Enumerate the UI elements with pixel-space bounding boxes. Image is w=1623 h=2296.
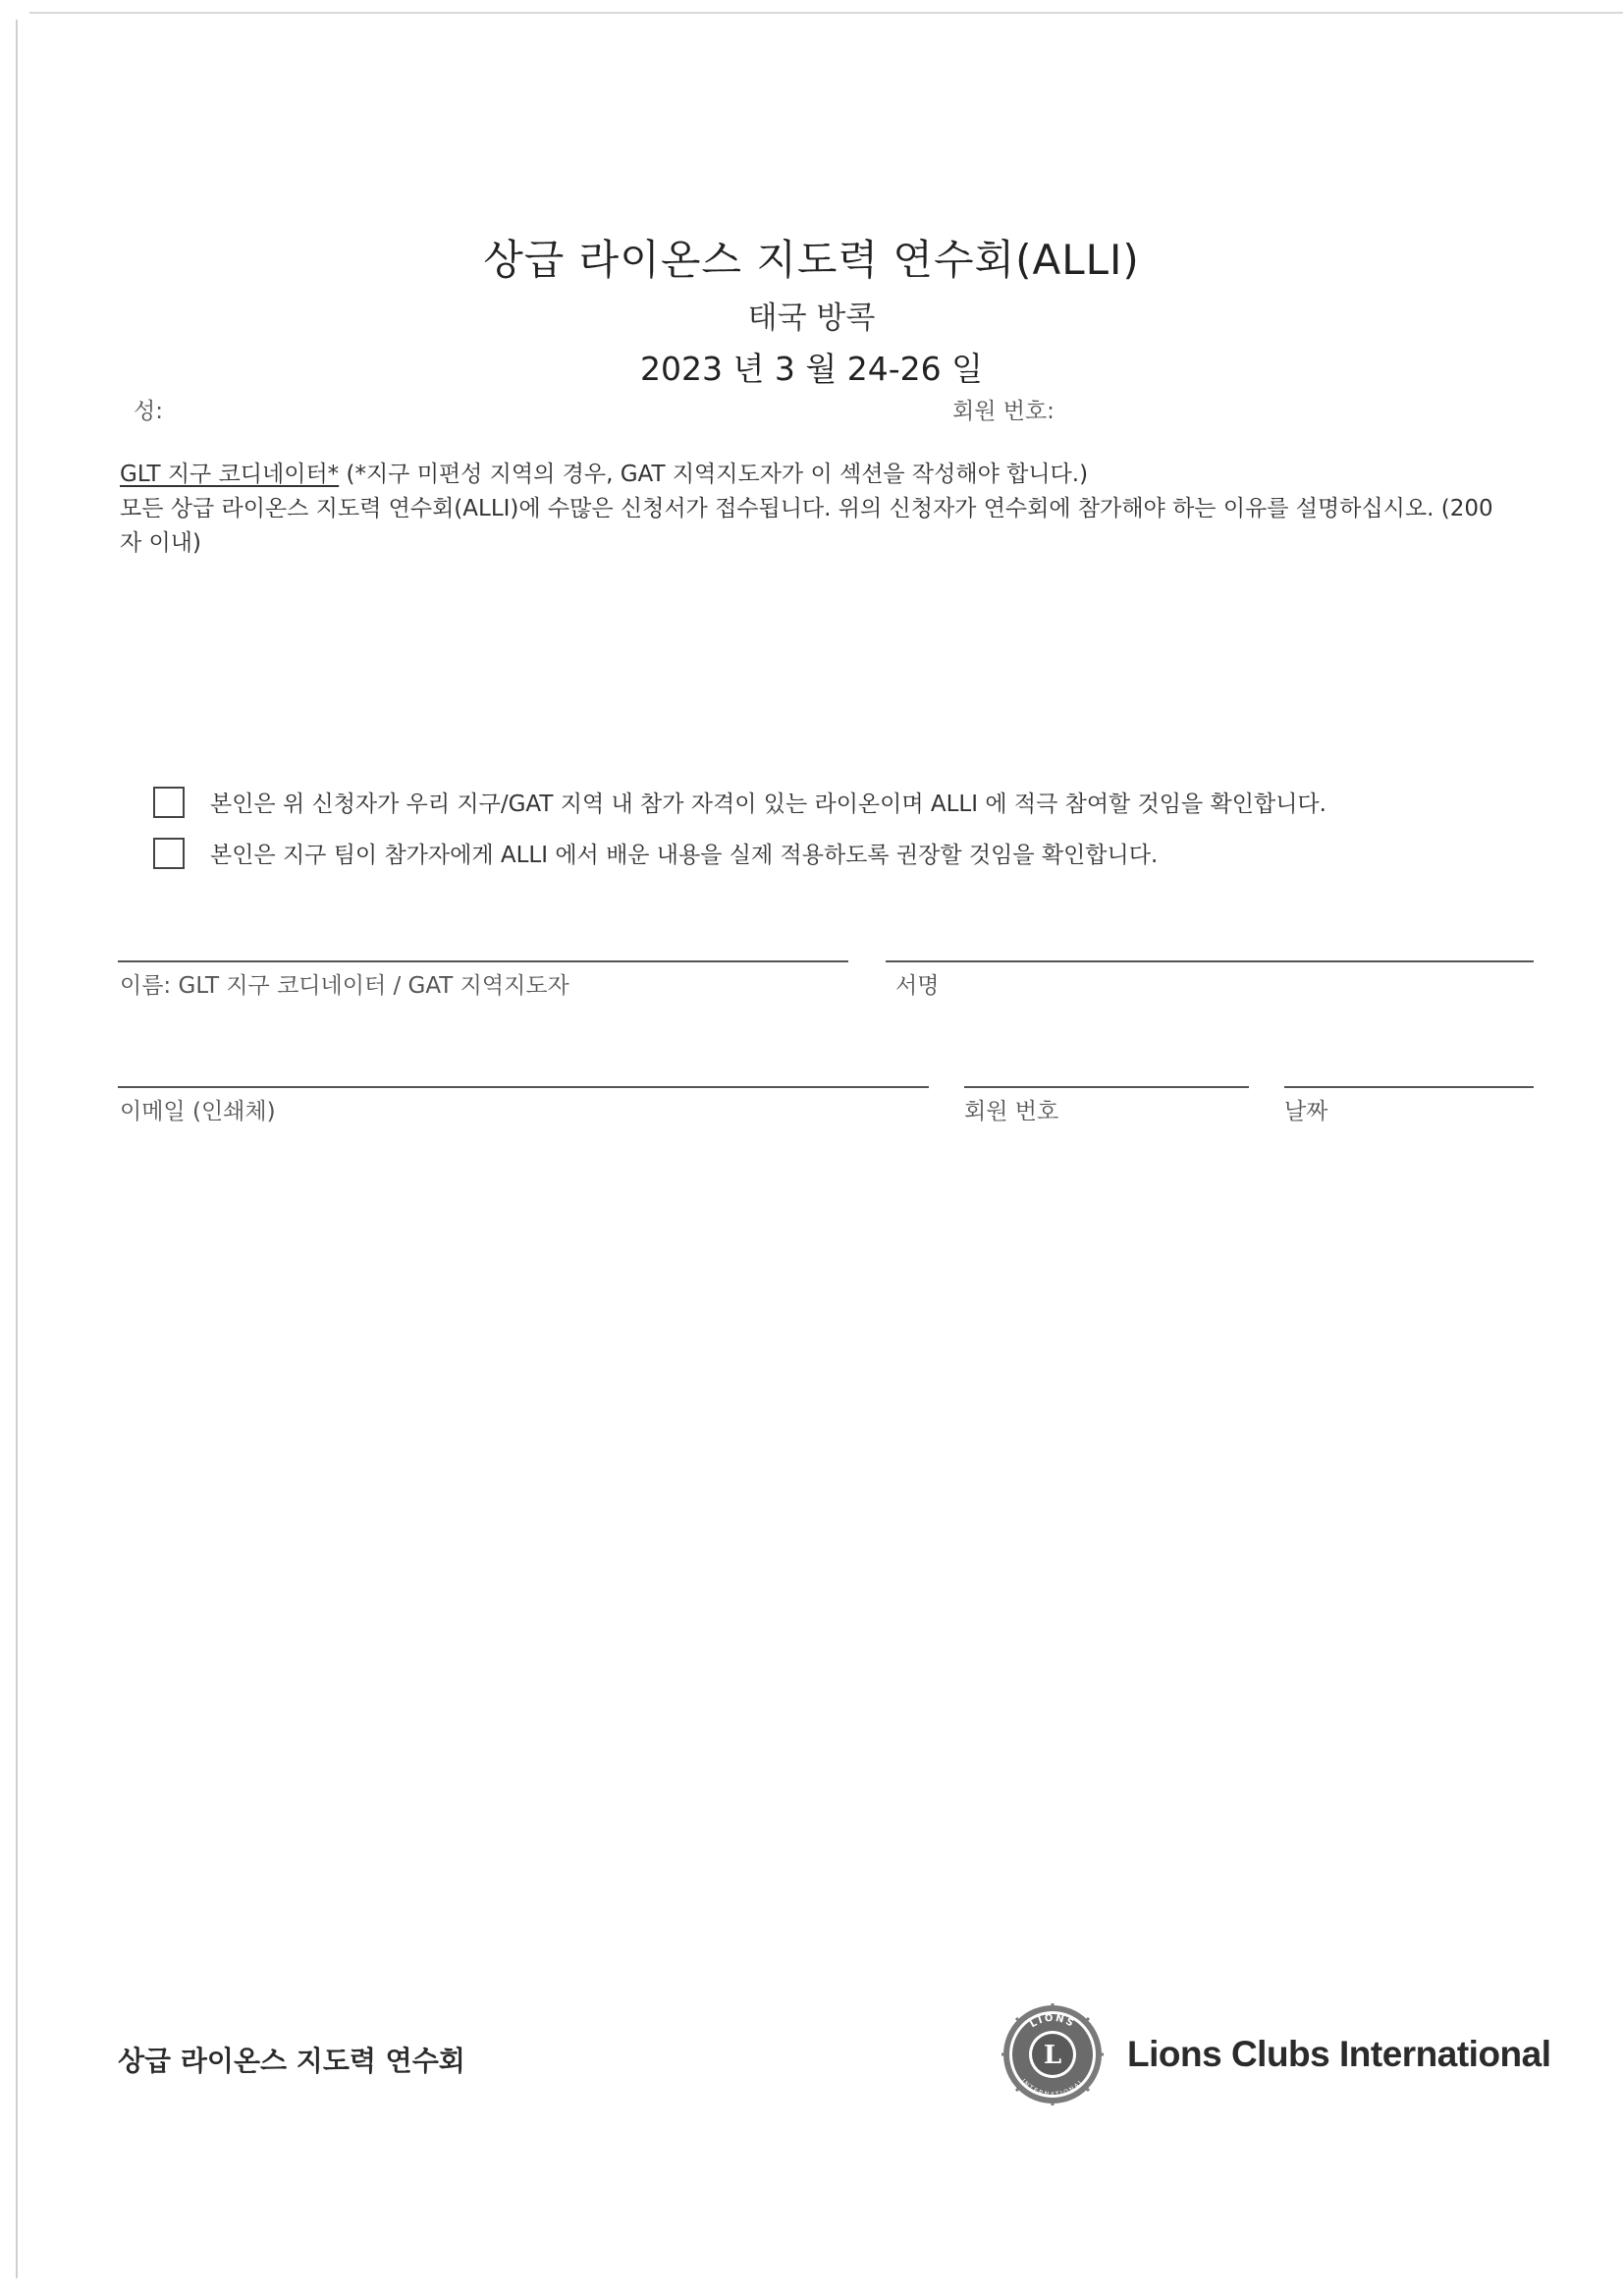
member-number-label: 회원 번호 xyxy=(964,1099,1059,1124)
eligibility-checkbox-label: 본인은 위 신청자가 우리 지구/GAT 지역 내 참가 자격이 있는 라이온이며 ALLI 에 적극 참여할 것임을 확인합니다. xyxy=(210,792,1326,817)
name-label: 이름: GLT 지구 코디네이터 / GAT 지역지도자 xyxy=(120,973,569,999)
date-label: 날짜 xyxy=(1284,1099,1328,1124)
intro-heading: GLT 지구 코디네이터* xyxy=(120,462,340,487)
email-line[interactable] xyxy=(118,1086,929,1088)
member-number-field-label: 회원 번호: xyxy=(952,399,1055,424)
lions-logo xyxy=(1001,2003,1551,2105)
name-line[interactable] xyxy=(118,960,848,962)
confirmation-row-eligibility xyxy=(153,786,1326,818)
eligibility-checkbox[interactable] xyxy=(153,787,185,818)
surname-field-label: 성: xyxy=(134,399,163,424)
email-label: 이메일 (인쇄체) xyxy=(120,1099,276,1124)
intro-text: 모든 상급 라이온스 지도력 연수회(ALLI)에 수많은 신청서가 접수됩니다. 위의 신청자가 연수회에 참가해야 하는 이유를 설명하십시오. (200 자 이내) xyxy=(120,496,1493,556)
location-subtitle: 태국 방콕 xyxy=(747,301,876,336)
signature-line[interactable] xyxy=(886,960,1534,962)
page-title: 상급 라이온스 지도력 연수회(ALLI) xyxy=(483,236,1140,284)
intro-section xyxy=(120,458,1514,561)
lions-emblem-icon xyxy=(1001,2003,1104,2105)
confirmation-row-application xyxy=(153,837,1158,869)
application-checkbox[interactable] xyxy=(153,838,185,869)
intro-note: (*지구 미편성 지역의 경우, GAT 지역지도자가 이 섹션을 작성해야 합니다.) xyxy=(339,462,1089,487)
member-number-line[interactable] xyxy=(964,1086,1249,1088)
event-dates: 2023 년 3 월 24-26 일 xyxy=(640,350,983,388)
scan-edge-top xyxy=(29,12,1623,14)
footer-title: 상급 라이온스 지도력 연수회 xyxy=(118,2045,465,2077)
emblem-top-text: LIONS xyxy=(1028,2012,1077,2031)
emblem-bottom-text: INTERNATIONAL xyxy=(1019,2077,1086,2099)
date-line[interactable] xyxy=(1284,1086,1534,1088)
signature-label: 서명 xyxy=(895,973,940,999)
brand-name: Lions Clubs International xyxy=(1127,2034,1551,2074)
emblem-letter: L xyxy=(1043,2041,1062,2070)
application-checkbox-label: 본인은 지구 팀이 참가자에게 ALLI 에서 배운 내용을 실제 적용하도록 권장할 것임을 확인합니다. xyxy=(210,843,1159,868)
